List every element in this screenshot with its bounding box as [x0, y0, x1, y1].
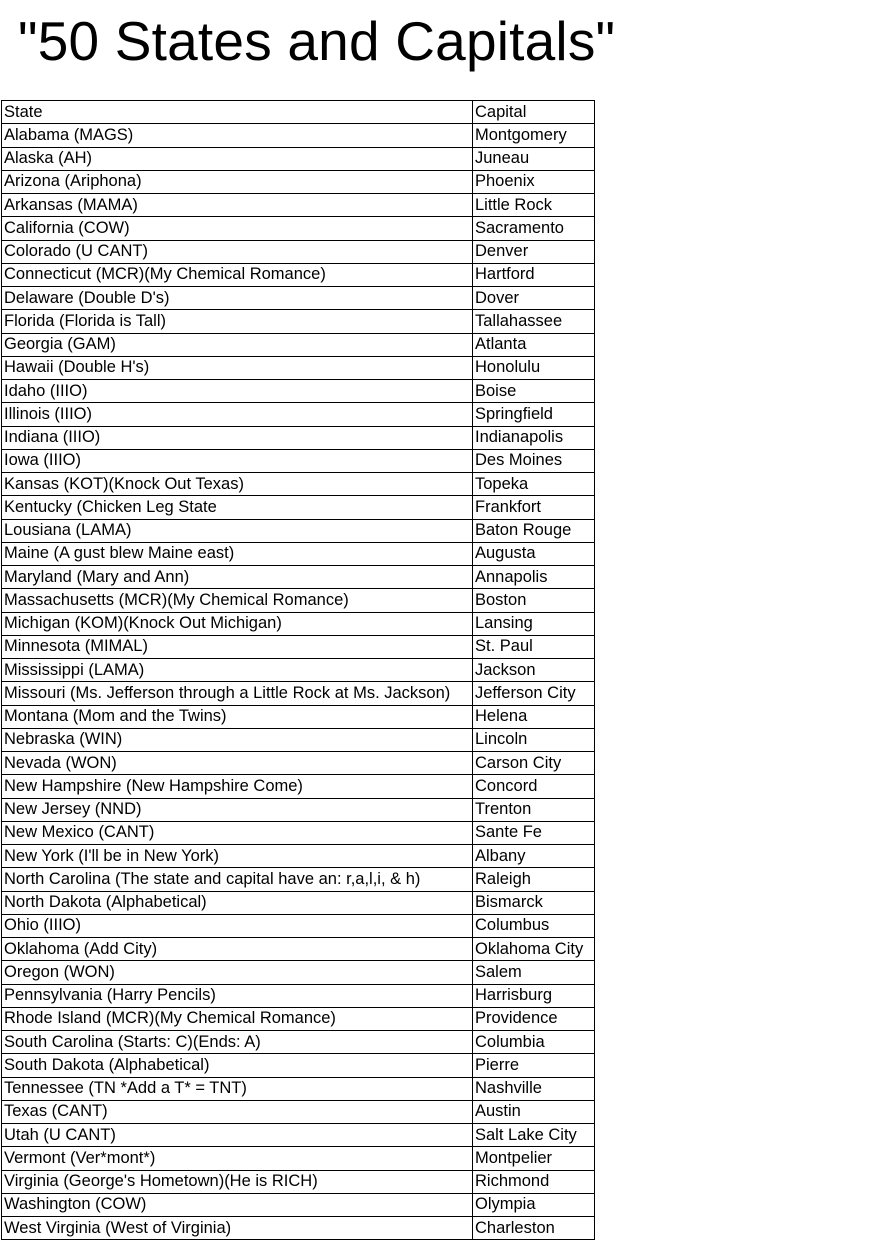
table-row — [2, 1100, 595, 1123]
capital-cell: Honolulu — [473, 356, 595, 379]
table-row — [2, 403, 595, 426]
table-row — [2, 589, 595, 612]
capital-cell: Jefferson City — [473, 682, 595, 705]
capital-cell: Columbus — [473, 914, 595, 937]
state-cell: Utah (U CANT) — [2, 1124, 473, 1147]
capital-cell: Boston — [473, 589, 595, 612]
capital-cell: Austin — [473, 1100, 595, 1123]
capital-cell: Concord — [473, 775, 595, 798]
capital-cell: Montgomery — [473, 124, 595, 147]
capital-cell: Providence — [473, 1007, 595, 1030]
table-row — [2, 845, 595, 868]
capital-cell: Salem — [473, 961, 595, 984]
state-cell: Washington (COW) — [2, 1193, 473, 1216]
state-cell: Georgia (GAM) — [2, 333, 473, 356]
table-row — [2, 519, 595, 542]
state-cell: Texas (CANT) — [2, 1100, 473, 1123]
capital-cell: Frankfort — [473, 496, 595, 519]
capital-cell: Jackson — [473, 659, 595, 682]
table-row — [2, 333, 595, 356]
capital-cell: Carson City — [473, 752, 595, 775]
state-cell: Oregon (WON) — [2, 961, 473, 984]
table-row — [2, 914, 595, 937]
table-row — [2, 263, 595, 286]
state-cell: Illinois (IIIO) — [2, 403, 473, 426]
table-row — [2, 356, 595, 379]
capital-cell: Hartford — [473, 263, 595, 286]
capital-cell: Juneau — [473, 147, 595, 170]
table-row — [2, 287, 595, 310]
table-row — [2, 473, 595, 496]
capital-cell: Lansing — [473, 612, 595, 635]
table-row — [2, 217, 595, 240]
state-cell: Lousiana (LAMA) — [2, 519, 473, 542]
state-cell: Florida (Florida is Tall) — [2, 310, 473, 333]
state-cell: North Dakota (Alphabetical) — [2, 891, 473, 914]
table-row — [2, 775, 595, 798]
state-cell: Arizona (Ariphona) — [2, 170, 473, 193]
table-row — [2, 1193, 595, 1216]
capital-cell: Sante Fe — [473, 821, 595, 844]
table-row — [2, 635, 595, 658]
capital-cell: Olympia — [473, 1193, 595, 1216]
state-cell: Idaho (IIIO) — [2, 380, 473, 403]
header-state: State — [2, 101, 473, 124]
state-cell: Rhode Island (MCR)(My Chemical Romance) — [2, 1007, 473, 1030]
states-capitals-table — [1, 100, 595, 1240]
capital-cell: Indianapolis — [473, 426, 595, 449]
state-cell: Virginia (George's Hometown)(He is RICH) — [2, 1170, 473, 1193]
table-row — [2, 938, 595, 961]
table-row — [2, 124, 595, 147]
state-cell: Kentucky (Chicken Leg State — [2, 496, 473, 519]
capital-cell: Sacramento — [473, 217, 595, 240]
state-cell: South Dakota (Alphabetical) — [2, 1054, 473, 1077]
table-row — [2, 1147, 595, 1170]
capital-cell: Des Moines — [473, 449, 595, 472]
table-row — [2, 961, 595, 984]
state-cell: Hawaii (Double H's) — [2, 356, 473, 379]
state-cell: Alaska (AH) — [2, 147, 473, 170]
capital-cell: Boise — [473, 380, 595, 403]
table-row — [2, 752, 595, 775]
capital-cell: Harrisburg — [473, 984, 595, 1007]
state-cell: Colorado (U CANT) — [2, 240, 473, 263]
state-cell: Massachusetts (MCR)(My Chemical Romance) — [2, 589, 473, 612]
state-cell: Kansas (KOT)(Knock Out Texas) — [2, 473, 473, 496]
state-cell: Nevada (WON) — [2, 752, 473, 775]
table-body — [2, 101, 595, 1240]
state-cell: New Jersey (NND) — [2, 798, 473, 821]
capital-cell: Topeka — [473, 473, 595, 496]
state-cell: New York (I'll be in New York) — [2, 845, 473, 868]
table-row — [2, 566, 595, 589]
state-cell: New Mexico (CANT) — [2, 821, 473, 844]
table-row — [2, 194, 595, 217]
table-row — [2, 612, 595, 635]
table-row — [2, 705, 595, 728]
state-cell: Michigan (KOM)(Knock Out Michigan) — [2, 612, 473, 635]
state-cell: Alabama (MAGS) — [2, 124, 473, 147]
state-cell: California (COW) — [2, 217, 473, 240]
state-cell: Nebraska (WIN) — [2, 728, 473, 751]
table-row — [2, 1054, 595, 1077]
capital-cell: Dover — [473, 287, 595, 310]
state-cell: Maine (A gust blew Maine east) — [2, 542, 473, 565]
table-row — [2, 1217, 595, 1240]
state-cell: Tennessee (TN *Add a T* = TNT) — [2, 1077, 473, 1100]
state-cell: West Virginia (West of Virginia) — [2, 1217, 473, 1240]
state-cell: Iowa (IIIO) — [2, 449, 473, 472]
capital-cell: Denver — [473, 240, 595, 263]
table-row — [2, 821, 595, 844]
capital-cell: Richmond — [473, 1170, 595, 1193]
table-header-row — [2, 101, 595, 124]
state-cell: North Carolina (The state and capital have an: r,a,l,i, & h) — [2, 868, 473, 891]
table-row — [2, 682, 595, 705]
table-row — [2, 1170, 595, 1193]
table-row — [2, 798, 595, 821]
state-cell: Indiana (IIIO) — [2, 426, 473, 449]
state-cell: South Carolina (Starts: C)(Ends: A) — [2, 1031, 473, 1054]
table-row — [2, 659, 595, 682]
table-row — [2, 728, 595, 751]
capital-cell: Atlanta — [473, 333, 595, 356]
page-title: "50 States and Capitals" — [18, 10, 616, 72]
capital-cell: Raleigh — [473, 868, 595, 891]
table-row — [2, 868, 595, 891]
state-cell: Maryland (Mary and Ann) — [2, 566, 473, 589]
capital-cell: Columbia — [473, 1031, 595, 1054]
capital-cell: Nashville — [473, 1077, 595, 1100]
state-cell: Oklahoma (Add City) — [2, 938, 473, 961]
table-row — [2, 891, 595, 914]
table-row — [2, 170, 595, 193]
capital-cell: Lincoln — [473, 728, 595, 751]
table-row — [2, 449, 595, 472]
capital-cell: Trenton — [473, 798, 595, 821]
table-row — [2, 147, 595, 170]
capital-cell: Helena — [473, 705, 595, 728]
state-cell: Arkansas (MAMA) — [2, 194, 473, 217]
table-row — [2, 1124, 595, 1147]
state-cell: Montana (Mom and the Twins) — [2, 705, 473, 728]
table-row — [2, 240, 595, 263]
header-capital: Capital — [473, 101, 595, 124]
table-row — [2, 496, 595, 519]
state-cell: Connecticut (MCR)(My Chemical Romance) — [2, 263, 473, 286]
state-cell: Missouri (Ms. Jefferson through a Little Rock at Ms. Jackson) — [2, 682, 473, 705]
table-row — [2, 984, 595, 1007]
table-row — [2, 1077, 595, 1100]
table-row — [2, 426, 595, 449]
state-cell: Ohio (IIIO) — [2, 914, 473, 937]
state-cell: Vermont (Ver*mont*) — [2, 1147, 473, 1170]
capital-cell: Bismarck — [473, 891, 595, 914]
capital-cell: Augusta — [473, 542, 595, 565]
state-cell: Delaware (Double D's) — [2, 287, 473, 310]
table-row — [2, 1007, 595, 1030]
table-row — [2, 542, 595, 565]
capital-cell: Tallahassee — [473, 310, 595, 333]
state-cell: Mississippi (LAMA) — [2, 659, 473, 682]
state-cell: New Hampshire (New Hampshire Come) — [2, 775, 473, 798]
capital-cell: St. Paul — [473, 635, 595, 658]
capital-cell: Little Rock — [473, 194, 595, 217]
capital-cell: Baton Rouge — [473, 519, 595, 542]
capital-cell: Phoenix — [473, 170, 595, 193]
capital-cell: Albany — [473, 845, 595, 868]
table-row — [2, 310, 595, 333]
capital-cell: Montpelier — [473, 1147, 595, 1170]
table-row — [2, 1031, 595, 1054]
capital-cell: Charleston — [473, 1217, 595, 1240]
state-cell: Pennsylvania (Harry Pencils) — [2, 984, 473, 1007]
capital-cell: Oklahoma City — [473, 938, 595, 961]
capital-cell: Springfield — [473, 403, 595, 426]
capital-cell: Salt Lake City — [473, 1124, 595, 1147]
table-row — [2, 380, 595, 403]
capital-cell: Pierre — [473, 1054, 595, 1077]
state-cell: Minnesota (MIMAL) — [2, 635, 473, 658]
capital-cell: Annapolis — [473, 566, 595, 589]
